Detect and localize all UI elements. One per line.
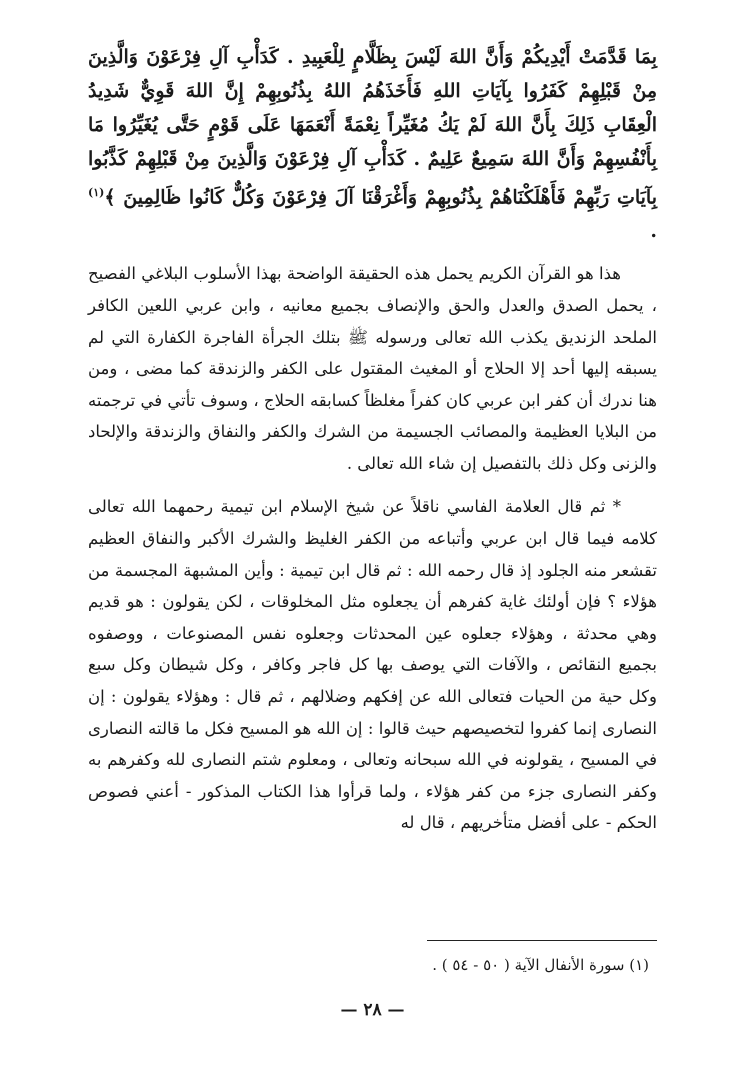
page-number: — ٢٨ — bbox=[340, 1000, 405, 1020]
footnote: (١) سورة الأنفال الآية ( ٥٠ - ٥٤ ) . bbox=[432, 956, 649, 974]
footnote-divider bbox=[427, 940, 657, 941]
quran-text: بِمَا قَدَّمَتْ أَيْدِيكُمْ وَأَنَّ اللهَ لَيْسَ بِظَلَّامٍ لِلْعَبِيدِ . كَدَأْبِ آلِ فِرْعَوْنَ وَالَّذِينَ مِنْ قَبْلِهِمْ كَفَرُوا بِآيَاتِ اللهِ فَأَخَذَهُمُ اللهُ بِذُنُوبِهِمْ إِنَّ اللهَ قَوِيٌّ شَدِيدُ الْعِقَابِ ذَلِكَ بِأَنَّ اللهَ لَمْ يَكُ مُغَيِّراً نِعْمَةً أَنْعَمَهَا عَلَى قَوْمٍ حَتَّى يُغَيِّرُوا مَا بِأَنْفُسِهِمْ وَأَنَّ اللهَ سَمِيعٌ عَلِيمٌ . كَدَأْبِ آلِ فِرْعَوْنَ وَالَّذِينَ مِنْ قَبْلِهِمْ كَذَّبُوا بِآيَاتِ رَبِّهِمْ فَأَهْلَكْنَاهُمْ بِذُنُوبِهِمْ وَأَغْرَقْنَا آلَ فِرْعَوْنَ وَكُلٌّ كَانُوا ظَالِمِينَ ﴾ bbox=[88, 46, 657, 209]
paragraph-1: هذا هو القرآن الكريم يحمل هذه الحقيقة الواضحة بهذا الأسلوب البلاغي الفصيح ، يحمل الصدق والعدل والحق والإنصاف بجميع معانيه ، وابن عربي اللعين الكافر الملحد الزنديق يكذب الله تعالى ورسوله ﷺ بتلك الجرأة الفاجرة الكفارة التي لم يسبقه إليها أحد إلا الحلاج أو المغيث المقتول على الكفر والزندقة كما مضى ، ومن هنا ندرك أن كفر ابن عربي كان كفراً مغلظاً كسابقه الحلاج ، وسوف تأتي في ترجمته من البلايا العظيمة والمصائب الجسيمة من الشرك والكفر والنفاق والزندقة والإلحاد والزنى وكل ذلك بالتفصيل إن شاء الله تعالى . bbox=[88, 264, 657, 473]
footnote-ref: (١) bbox=[88, 186, 105, 199]
paragraph-2: * ثم قال العلامة الفاسي ناقلاً عن شيخ الإسلام ابن تيمية رحمهما الله تعالى كلامه فيما قال ابن عربي وأتباعه من الكفر الغليظ والشرك الأكبر والنفاق العظيم تقشعر منه الجلود إذ قال رحمه الله : ثم قال ابن تيمية : وأين المشبهة المجسمة من هؤلاء ؟ فإن أولئك غاية كفرهم أن يجعلوه مثل المخلوقات ، لكن يقولون : هو قديم وهي محدثة ، وهؤلاء جعلوه عين المحدثات وجعلوه نفس المصنوعات ، ووصفوه بجميع النقائص ، والآفات التي يوصف بها كل فاجر وكافر ، وكل شيطان وكل سبع وكل حية من الحيات فتعالى الله عن إفكهم وضلالهم ، ثم قال : وهؤلاء يقولون : إن النصارى إنما كفروا لتخصيصهم حيث قالوا : إن الله هو المسيح فكل ما قالته النصارى في المسيح ، يقولونه في الله سبحانه وتعالى ، ومعلوم شتم النصارى لله وكفرهم به وكفر النصارى جزء من كفر هؤلاء ، ولما قرأوا هذا الكتاب المذكور - أعني فصوص الحكم - على أفضل متأخريهم ، قال له bbox=[88, 497, 657, 833]
quran-passage bbox=[88, 40, 657, 248]
quran-end: . bbox=[650, 220, 657, 243]
